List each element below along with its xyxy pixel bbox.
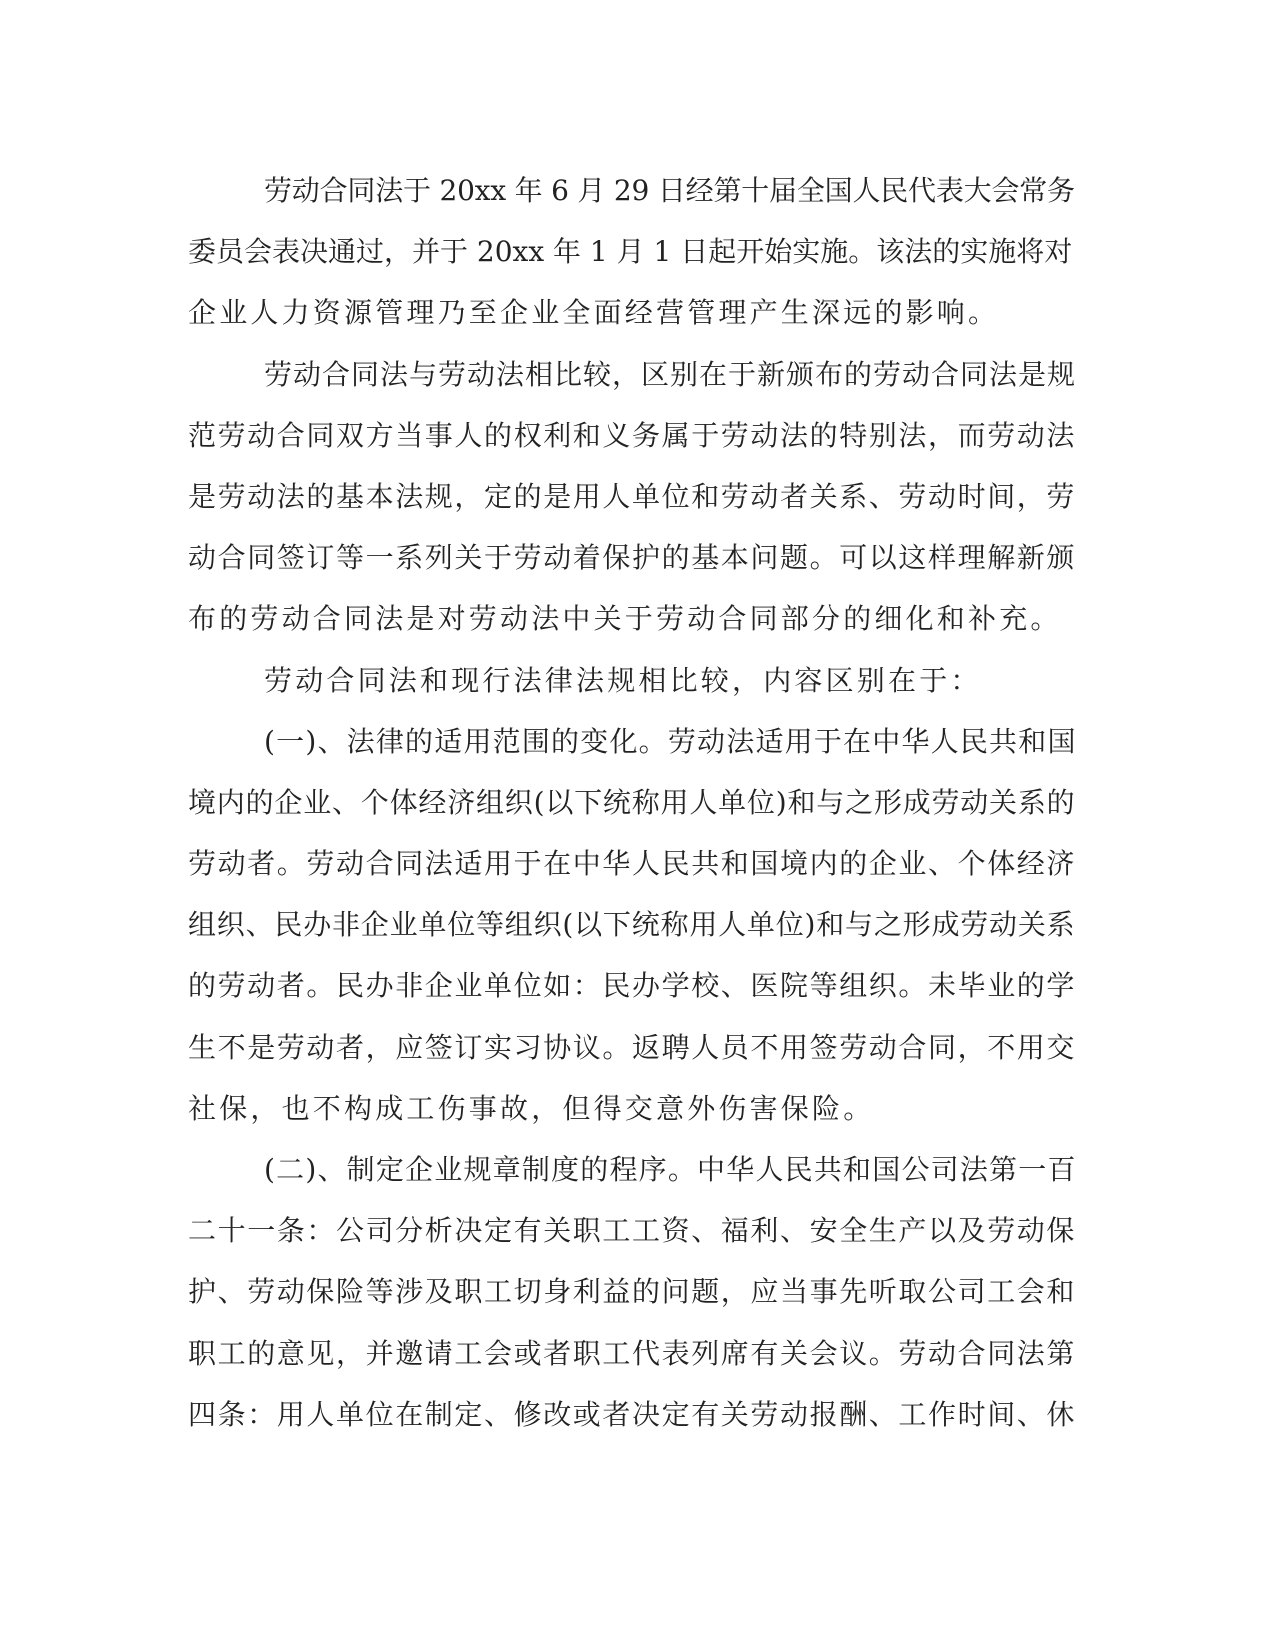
text-line: 动合同签订等一系列关于劳动着保护的基本问题。可以这样理解新颁: [188, 541, 1077, 575]
text-line: 布的劳动合同法是对劳动法中关于劳动合同部分的细化和补充。: [188, 602, 1062, 636]
text-line: (二)、制定企业规章制度的程序。中华人民共和国公司法第一百: [264, 1153, 1077, 1186]
text-line: 四条：用人单位在制定、修改或者决定有关劳动报酬、工作时间、休: [188, 1397, 1077, 1431]
text-line: 委员会表决通过，并于 20xx 年 1 月 1 日起开始实施。该法的实施将对: [188, 235, 1073, 269]
text-line: 社保，也不构成工伤事故，但得交意外伤害保险。: [188, 1091, 875, 1125]
text-line: 生不是劳动者，应签订实习协议。返聘人员不用签劳动合同，不用交: [188, 1030, 1077, 1064]
text-line: 劳动者。劳动合同法适用于在中华人民共和国境内的企业、个体经济: [188, 847, 1077, 881]
text-line: 是劳动法的基本法规，定的是用人单位和劳动者关系、劳动时间，劳: [188, 479, 1077, 513]
text-line: 职工的意见，并邀请工会或者职工代表列席有关会议。劳动合同法第: [188, 1336, 1077, 1370]
text-line: 劳动合同法和现行法律法规相比较，内容区别在于：: [264, 663, 982, 697]
text-line: 境内的企业、个体经济组织(以下统称用人单位)和与之形成劳动关系的: [188, 785, 1076, 819]
text-line: 劳动合同法于 20xx 年 6 月 29 日经第十届全国人民代表大会常务: [264, 174, 1075, 207]
text-line: 二十一条：公司分析决定有关职工工资、福利、安全生产以及劳动保: [188, 1214, 1077, 1248]
text-line: 企业人力资源管理乃至企业全面经营管理产生深远的影响。: [188, 296, 1000, 330]
document-body: [188, 160, 1078, 1445]
text-line: 的劳动者。民办非企业单位如：民办学校、医院等组织。未毕业的学: [188, 969, 1077, 1003]
text-line: 护、劳动保险等涉及职工切身利益的问题，应当事先听取公司工会和: [188, 1275, 1077, 1309]
text-line: 劳动合同法与劳动法相比较，区别在于新颁布的劳动合同法是规: [264, 357, 1077, 391]
text-line: (一)、法律的适用范围的变化。劳动法适用于在中华人民共和国: [264, 724, 1077, 758]
text-line: 组织、民办非企业单位等组织(以下统称用人单位)和与之形成劳动关系: [188, 908, 1076, 942]
text-line: 范劳动合同双方当事人的权利和义务属于劳动法的特别法，而劳动法: [188, 418, 1077, 452]
